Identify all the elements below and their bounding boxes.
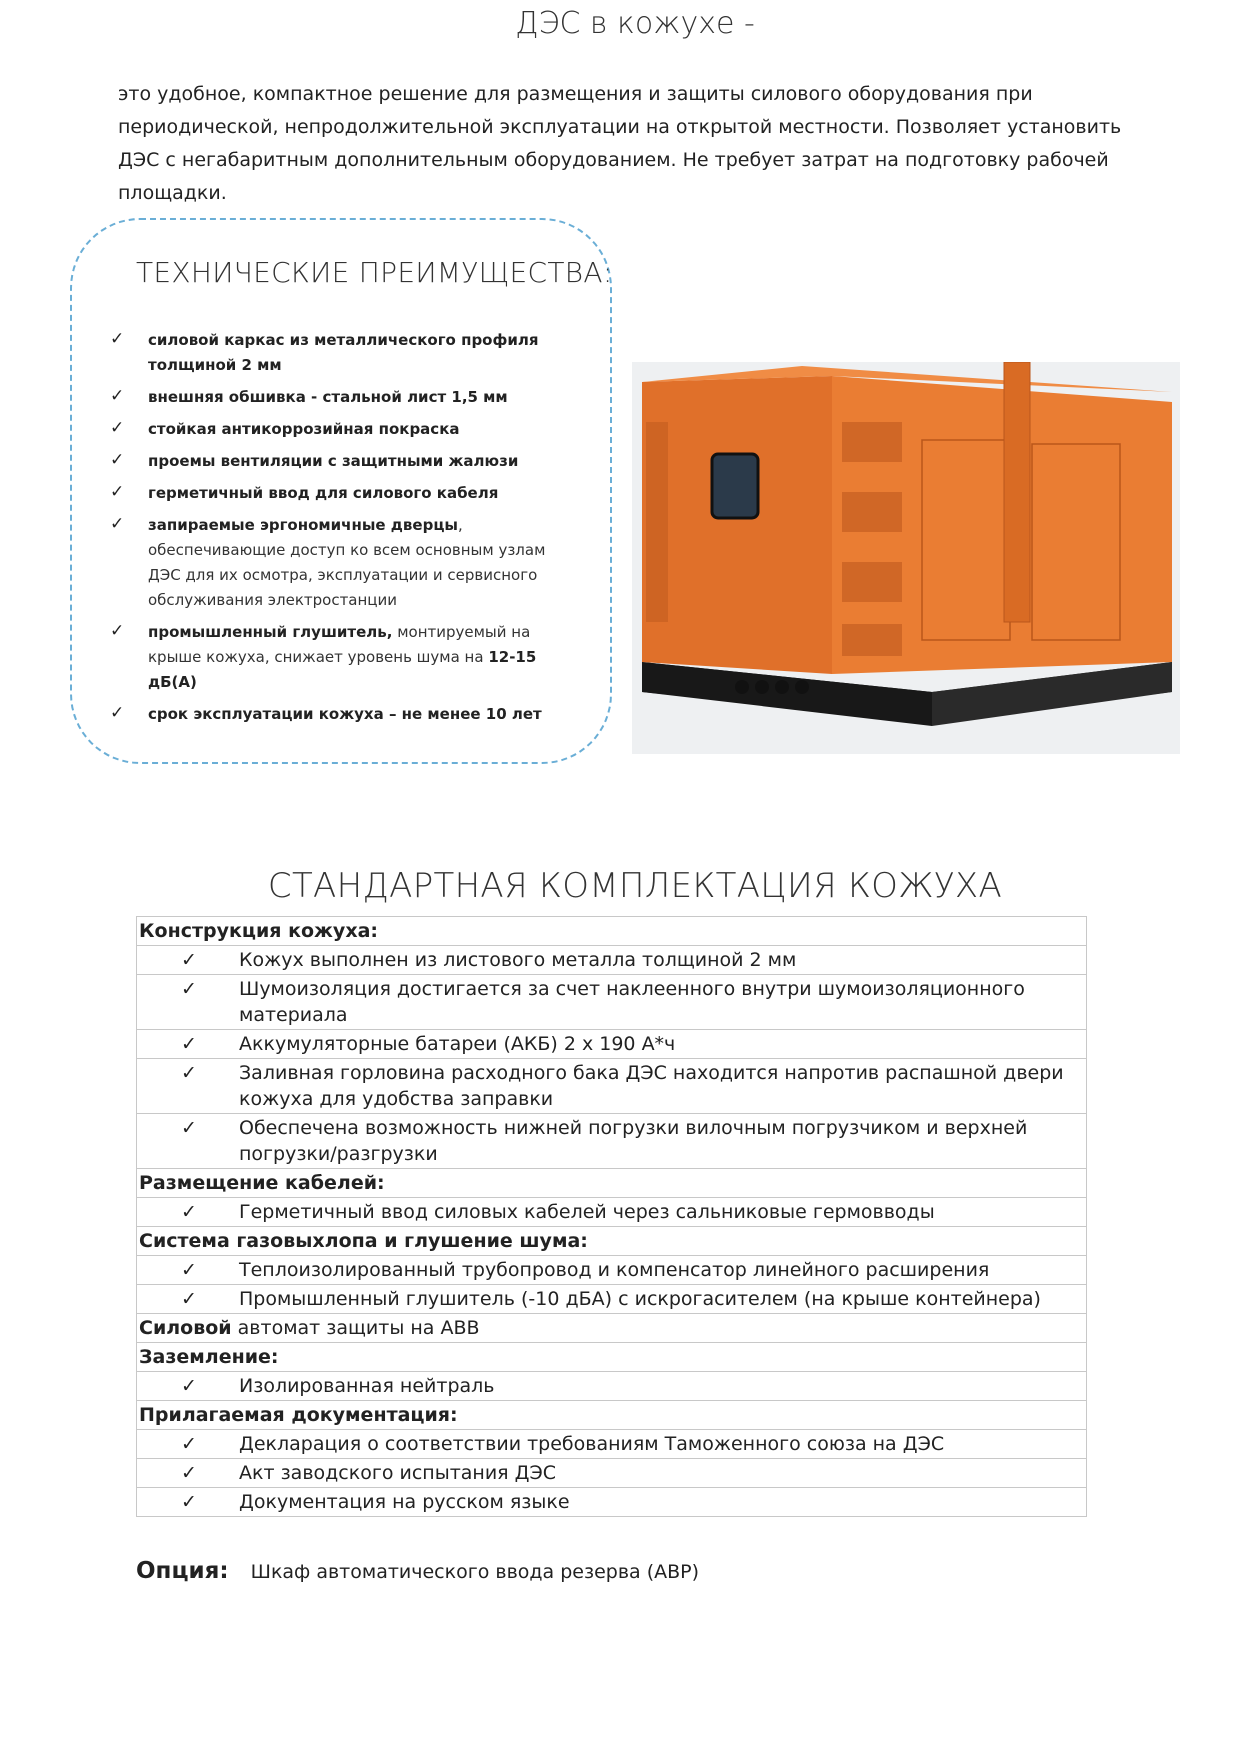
kit-item-text: Шумоизоляция достигается за счет наклеенного внутри шумоизоляционного материала: [239, 978, 1025, 1026]
kit-item-cell: [137, 1198, 1087, 1227]
kit-item-text: Промышленный глушитель (-10 дБА) с искрогасителем (на крыше контейнера): [239, 1288, 1041, 1310]
kit-item-row: [137, 1488, 1087, 1517]
check-icon: ✓: [181, 1433, 197, 1455]
kit-item-row: [137, 1114, 1087, 1169]
option-text: Шкаф автоматического ввода резерва (АВР): [250, 1561, 700, 1583]
advantage-bold: промышленный глушитель,: [148, 623, 393, 641]
kit-item: [139, 1286, 1084, 1312]
generator-image: [632, 362, 1180, 754]
kit-item-cell: [137, 1114, 1087, 1169]
check-icon: ✓: [110, 514, 125, 534]
advantages-list: [110, 328, 580, 734]
generator-photo: [632, 362, 1180, 754]
kit-section-header: Размещение кабелей:: [139, 1172, 385, 1194]
kit-item-cell: [137, 975, 1087, 1030]
check-icon: ✓: [181, 1062, 197, 1084]
advantage-item: [110, 449, 580, 474]
advantage-bold: герметичный ввод для силового кабеля: [148, 484, 499, 502]
option-label: Опция:: [136, 1558, 229, 1584]
advantage-item: [110, 417, 580, 442]
kit-item-row: [137, 1059, 1087, 1114]
check-icon: ✓: [181, 978, 197, 1000]
kit-item-cell: [137, 1256, 1087, 1285]
kit-section-row: [137, 1401, 1087, 1430]
kit-item-row: [137, 1198, 1087, 1227]
kit-item: [139, 976, 1084, 1028]
kit-section-header: Система газовыхлопа и глушение шума:: [139, 1230, 588, 1252]
intro-text: это удобное, компактное решение для размещения и защиты силового оборудования при периодической, непродолжительной эксплуатации на открытой местности. Позволяет установить ДЭС с негабаритным дополнительным оборудованием. Не требует затрат на подготовку рабочей площадки.: [118, 83, 1122, 204]
kit-item-row: [137, 1256, 1087, 1285]
kit-section-row: [137, 1314, 1087, 1343]
kit-section-row: [137, 917, 1087, 946]
kit-section-cell: [137, 1314, 1087, 1343]
kit-item-row: [137, 1459, 1087, 1488]
check-icon: ✓: [181, 1117, 197, 1139]
advantage-item: [110, 702, 580, 727]
kit-item-text: Документация на русском языке: [239, 1491, 570, 1513]
advantages-title: ТЕХНИЧЕСКИЕ ПРЕИМУЩЕСТВА:: [136, 256, 613, 289]
kit-item: [139, 1115, 1084, 1167]
kit-item-row: [137, 975, 1087, 1030]
check-icon: ✓: [181, 1259, 197, 1281]
kit-section-cell: [137, 917, 1087, 946]
check-icon: ✓: [110, 482, 125, 502]
kit-item: [139, 1373, 1084, 1399]
kit-item-row: [137, 1030, 1087, 1059]
kit-section-header-rest: автомат защиты на ABB: [231, 1317, 480, 1339]
advantage-item: [110, 620, 580, 695]
kit-section-cell: [137, 1401, 1087, 1430]
kit-section-header: Силовой: [139, 1317, 232, 1339]
kit-item-text: Обеспечена возможность нижней погрузки вилочным погрузчиком и верхней погрузки/разгрузки: [239, 1117, 1028, 1165]
kit-item: [139, 1489, 1084, 1515]
kit-section-header: Заземление:: [139, 1346, 279, 1368]
kit-item: [139, 1257, 1084, 1283]
advantage-bold: силовой каркас из металлического профиля толщиной 2 мм: [148, 331, 539, 374]
kit-item-text: Изолированная нейтраль: [239, 1375, 495, 1397]
advantage-text: , обеспечивающие доступ ко всем основным узлам ДЭС для их осмотра, эксплуатации и сервисного обслуживания электростанции: [148, 516, 546, 609]
advantage-bold: проемы вентиляции с защитными жалюзи: [148, 452, 519, 470]
kit-item-cell: [137, 1059, 1087, 1114]
advantage-item: [110, 481, 580, 506]
kit-table: [136, 916, 1087, 1517]
kit-item-text: Герметичный ввод силовых кабелей через сальниковые гермовводы: [239, 1201, 935, 1223]
check-icon: ✓: [110, 329, 125, 349]
kit-item-row: [137, 946, 1087, 975]
advantage-text: монтируемый на крыше кожуха, снижает уровень шума на: [148, 623, 531, 666]
kit-item: [139, 1460, 1084, 1486]
kit-item-text: Кожух выполнен из листового металла толщиной 2 мм: [239, 949, 797, 971]
check-icon: ✓: [181, 1462, 197, 1484]
check-icon: ✓: [110, 450, 125, 470]
kit-item-cell: [137, 1372, 1087, 1401]
advantage-item: [110, 513, 580, 613]
page-title: ДЭС в кожухе -: [515, 6, 755, 41]
kit-item-row: [137, 1285, 1087, 1314]
kit-section-cell: [137, 1169, 1087, 1198]
check-icon: ✓: [181, 1375, 197, 1397]
advantage-bold-value: 12-15 дБ(А): [148, 648, 537, 691]
kit-item-text: Аккумуляторные батареи (АКБ) 2 х 190 А*ч: [239, 1033, 676, 1055]
check-icon: ✓: [110, 621, 125, 641]
kit-section-cell: [137, 1227, 1087, 1256]
option-line: [136, 1558, 699, 1584]
advantage-bold: срок эксплуатации кожуха – не менее 10 лет: [148, 705, 542, 723]
kit-item-row: [137, 1430, 1087, 1459]
kit-section-cell: [137, 1343, 1087, 1372]
kit-item-text: Декларация о соответствии требованиям Таможенного союза на ДЭС: [239, 1433, 945, 1455]
check-icon: ✓: [181, 1033, 197, 1055]
kit-section-header: Прилагаемая документация:: [139, 1404, 458, 1426]
advantage-item: [110, 328, 580, 378]
kit-item-cell: [137, 1285, 1087, 1314]
advantage-item: [110, 385, 580, 410]
advantage-bold: внешняя обшивка - стальной лист 1,5 мм: [148, 388, 508, 406]
kit-title: СТАНДАРТНАЯ КОМПЛЕКТАЦИЯ КОЖУХА: [267, 866, 1003, 906]
kit-item-text: Теплоизолированный трубопровод и компенсатор линейного расширения: [239, 1259, 990, 1281]
check-icon: ✓: [181, 1491, 197, 1513]
kit-item-cell: [137, 1488, 1087, 1517]
kit-item: [139, 1031, 1084, 1057]
kit-item: [139, 947, 1084, 973]
check-icon: ✓: [110, 386, 125, 406]
kit-item-cell: [137, 1430, 1087, 1459]
kit-item: [139, 1199, 1084, 1225]
kit-item-cell: [137, 1459, 1087, 1488]
kit-item-cell: [137, 946, 1087, 975]
kit-section-row: [137, 1169, 1087, 1198]
check-icon: ✓: [110, 703, 125, 723]
kit-item: [139, 1431, 1084, 1457]
check-icon: ✓: [181, 949, 197, 971]
kit-item-cell: [137, 1030, 1087, 1059]
check-icon: ✓: [181, 1288, 197, 1310]
kit-section-row: [137, 1227, 1087, 1256]
advantage-bold: запираемые эргономичные дверцы: [148, 516, 458, 534]
kit-section-row: [137, 1343, 1087, 1372]
kit-item: [139, 1060, 1084, 1112]
advantage-bold: стойкая антикоррозийная покраска: [148, 420, 460, 438]
check-icon: ✓: [110, 418, 125, 438]
check-icon: ✓: [181, 1201, 197, 1223]
kit-item-row: [137, 1372, 1087, 1401]
kit-item-text: Заливная горловина расходного бака ДЭС находится напротив распашной двери кожуха для удобства заправки: [239, 1062, 1064, 1110]
kit-item-text: Акт заводского испытания ДЭС: [239, 1462, 557, 1484]
kit-section-header: Конструкция кожуха:: [139, 920, 378, 942]
